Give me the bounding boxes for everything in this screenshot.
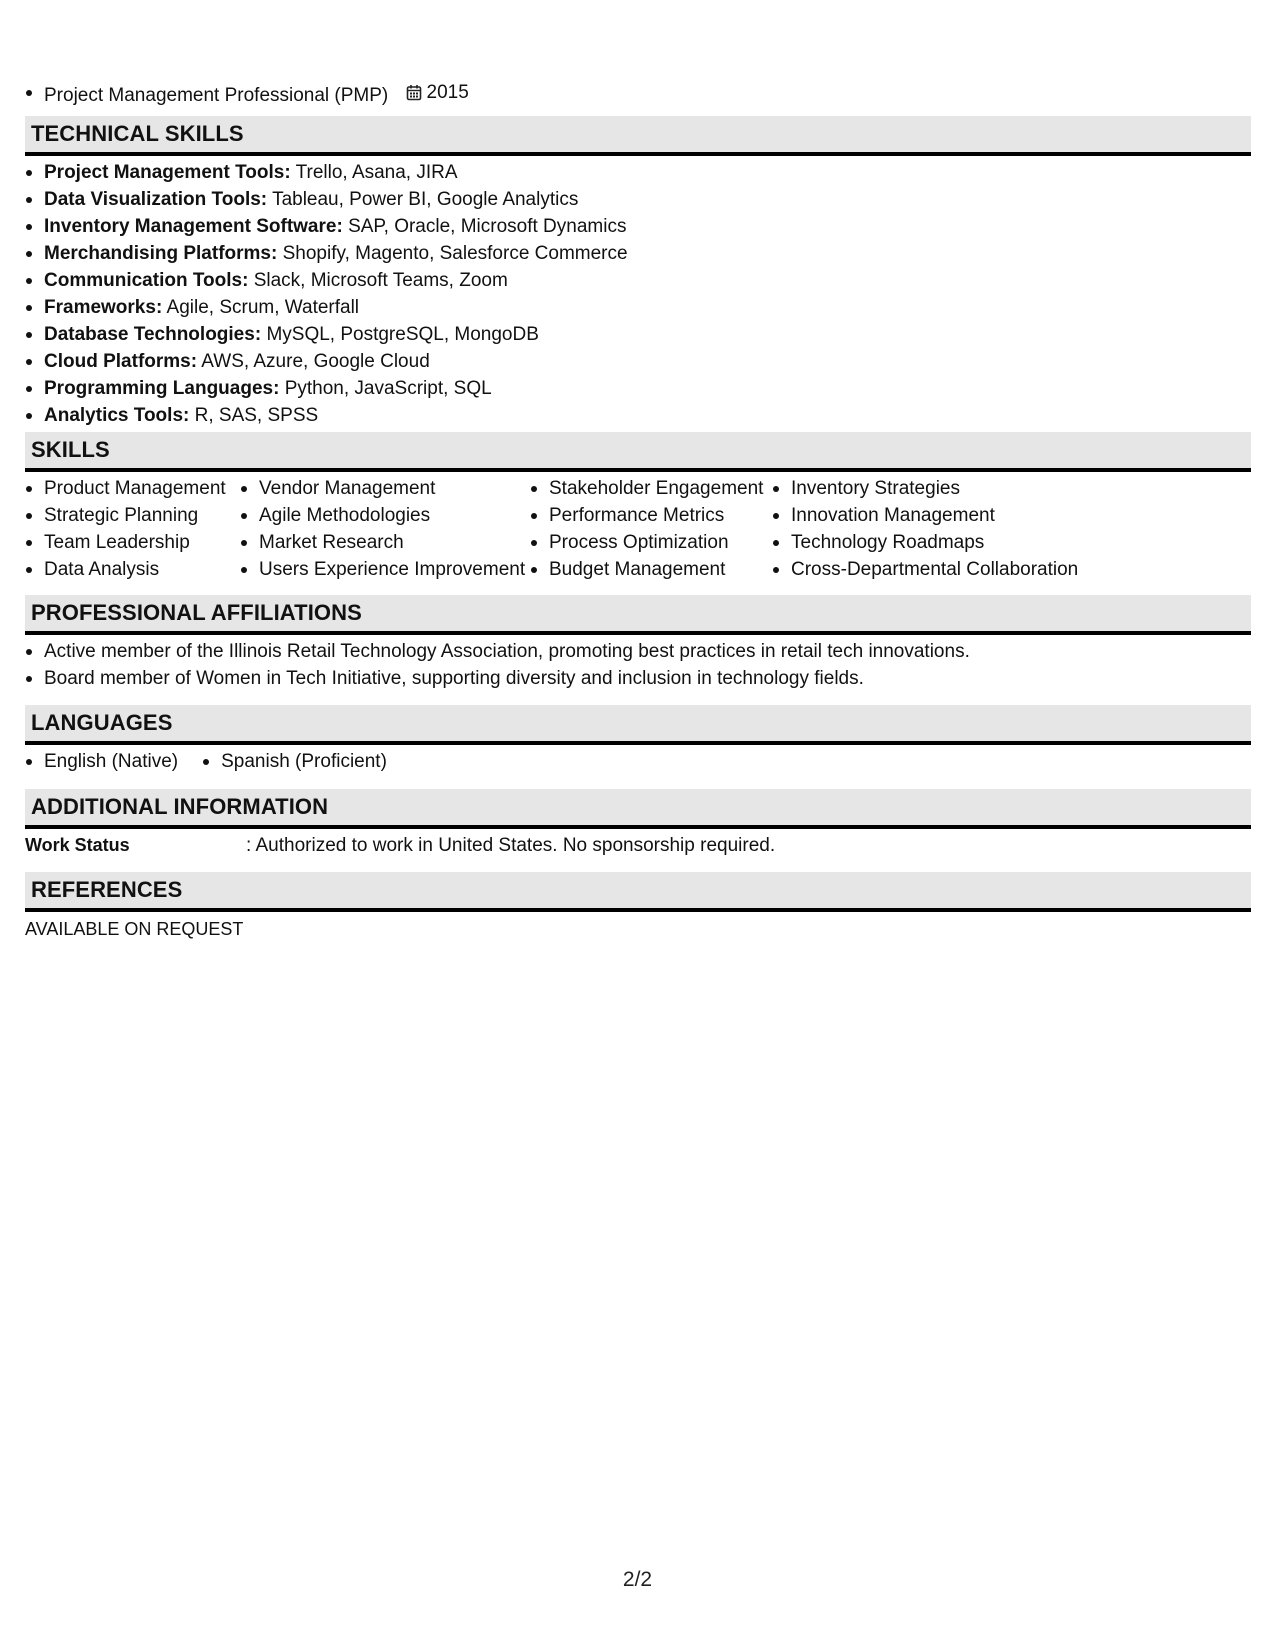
page-number: 2/2 [622,1568,653,1591]
certification-item [25,79,469,109]
skill-category-label: Analytics Tools: [44,405,190,426]
skills-grid [25,475,1112,583]
skill-item: Market Research [240,529,530,556]
additional-information-header [25,789,1251,829]
work-status-label: Work Status [25,835,130,855]
language-item: Spanish (Proficient) [202,748,387,775]
skill-category-label: Frameworks: [44,297,163,318]
skills-header [25,432,1251,472]
technical-skill-item [25,159,628,186]
skill-item: Product Management [25,475,240,502]
technical-skill-item [25,348,628,375]
technical-skill-item [25,186,628,213]
section-title: TECHNICAL SKILLS [31,121,244,146]
skill-category-value: R, SAS, SPSS [194,405,319,426]
skills-column [772,475,1112,583]
certification-year: 2015 [426,82,469,103]
skill-category-label: Programming Languages: [44,378,280,399]
references-header [25,872,1251,912]
skill-category-label: Data Visualization Tools: [44,189,268,210]
certification-name: Project Management Professional (PMP) [44,85,389,106]
skill-category-value: Tableau, Power BI, Google Analytics [272,189,579,210]
skill-item: Budget Management [530,556,772,583]
affiliations-header [25,595,1251,635]
skill-item: Stakeholder Engagement [530,475,772,502]
skill-category-value: MySQL, PostgreSQL, MongoDB [266,324,539,345]
skill-item: Cross-Departmental Collaboration [772,556,1112,583]
skill-category-value: Python, JavaScript, SQL [284,378,492,399]
technical-skills-header [25,116,1251,156]
languages-header [25,705,1251,745]
skill-item: Team Leadership [25,529,240,556]
skill-category-label: Database Technologies: [44,324,262,345]
skill-category-value: Trello, Asana, JIRA [295,162,458,183]
skill-category-value: Slack, Microsoft Teams, Zoom [253,270,508,291]
section-title: ADDITIONAL INFORMATION [31,794,329,819]
work-status-row [25,832,775,859]
skills-column [240,475,530,583]
technical-skill-item [25,402,628,429]
skill-item: Performance Metrics [530,502,772,529]
skill-category-value: Shopify, Magento, Salesforce Commerce [282,243,628,264]
section-title: PROFESSIONAL AFFILIATIONS [31,600,362,625]
skill-category-label: Cloud Platforms: [44,351,198,372]
affiliation-item: Active member of the Illinois Retail Technology Association, promoting best practices in retail tech innovations. [25,638,970,665]
calendar-icon [406,84,422,101]
technical-skill-item [25,267,628,294]
technical-skill-item [25,321,628,348]
skill-item: Agile Methodologies [240,502,530,529]
technical-skills-list [25,159,628,429]
skill-item: Vendor Management [240,475,530,502]
technical-skill-item [25,240,628,267]
skill-category-label: Merchandising Platforms: [44,243,278,264]
skill-category-label: Communication Tools: [44,270,249,291]
skill-category-label: Project Management Tools: [44,162,291,183]
skills-column [25,475,240,583]
languages-list [25,748,411,775]
affiliation-item: Board member of Women in Tech Initiative, supporting diversity and inclusion in technology fields. [25,665,970,692]
skill-item: Data Analysis [25,556,240,583]
skill-item: Inventory Strategies [772,475,1112,502]
work-status-value: : Authorized to work in United States. No sponsorship required. [246,835,776,856]
technical-skill-item [25,375,628,402]
technical-skill-item [25,213,628,240]
section-title: SKILLS [31,437,110,462]
certification-date [406,79,469,106]
skill-item: Users Experience Improvement [240,556,530,583]
skill-category-label: Inventory Management Software: [44,216,343,237]
skill-category-value: Agile, Scrum, Waterfall [166,297,360,318]
skills-column [530,475,772,583]
skill-category-value: SAP, Oracle, Microsoft Dynamics [348,216,627,237]
skill-item: Technology Roadmaps [772,529,1112,556]
section-title: REFERENCES [31,877,183,902]
section-title: LANGUAGES [31,710,173,735]
skill-category-value: AWS, Azure, Google Cloud [201,351,430,372]
affiliations-list [25,638,970,692]
references-text: AVAILABLE ON REQUEST [25,919,244,939]
technical-skill-item [25,294,628,321]
language-item: English (Native) [25,748,178,775]
skill-item: Innovation Management [772,502,1112,529]
skill-item: Strategic Planning [25,502,240,529]
certification-list [25,79,469,109]
skill-item: Process Optimization [530,529,772,556]
